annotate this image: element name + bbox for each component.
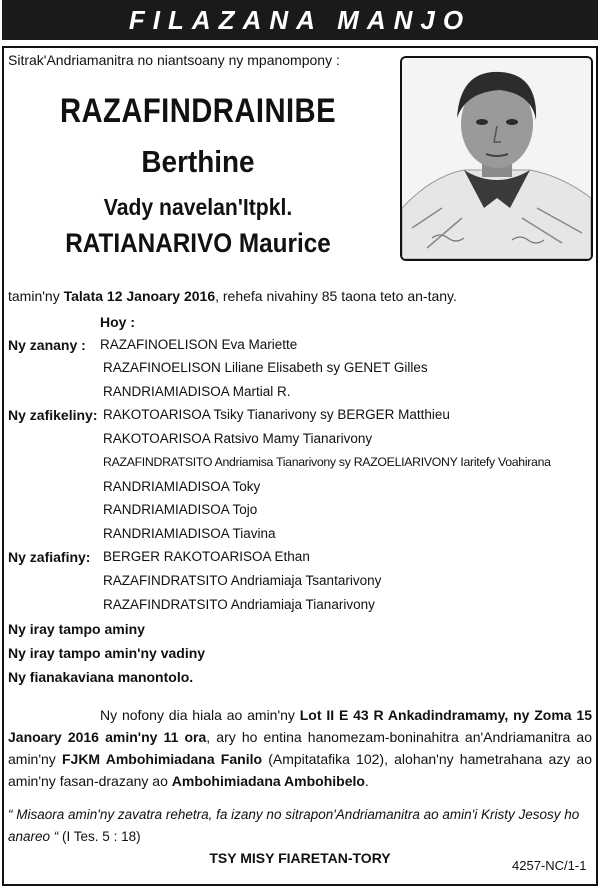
spouse-name: RATIANARIVO Maurice — [65, 228, 331, 258]
tomb-place: Ambohimiadana Ambohibelo — [171, 773, 365, 789]
extra-family-line: Ny iray tampo amin'ny vadiny — [8, 645, 206, 661]
greatgrandchildren-label: Ny zafiafiny: — [8, 549, 91, 565]
quote-reference: (I Tes. 5 : 18) — [58, 829, 141, 844]
burial-text: Ny nofony dia hiala ao amin'ny — [100, 707, 300, 723]
notice-title: FILAZANA MANJO — [128, 5, 472, 35]
death-line — [8, 288, 457, 304]
deceased-surname: RAZAFINDRAINIBE — [59, 92, 337, 130]
list-item: BERGER RAKOTOARISOA Ethan — [103, 549, 310, 564]
list-item: RANDRIAMIADISOA Martial R. — [103, 384, 291, 399]
reference-code: 4257-NC/1-1 — [512, 858, 587, 873]
list-item: RANDRIAMIADISOA Tojo — [103, 502, 258, 517]
burial-paragraph — [8, 704, 592, 792]
bible-quote — [8, 804, 592, 848]
list-item: RAZAFINDRATSITO Andriamiaja Tsantarivony — [103, 573, 382, 588]
hoy-label: Hoy : — [100, 314, 135, 330]
grandchildren-label: Ny zafikeliny: — [8, 407, 98, 423]
burial-text: , ary ho entina hanomezam-boninahitra an'Andriamanitra ao amin'ny — [8, 729, 593, 767]
relation-line: Vady navelan'Itpkl. — [103, 194, 293, 220]
list-item: RAKOTOARISOA Ratsivo Mamy Tianarivony — [103, 431, 373, 446]
burial-text: (Ampitatafika 102), alohan'ny hametrahana azy ao amin'ny fasan-drazany ao — [8, 751, 592, 789]
death-prefix: tamin'ny — [8, 288, 60, 304]
list-item: RAKOTOARISOA Tsiky Tianarivony sy BERGER Matthieu — [103, 407, 450, 422]
death-date: Talata 12 Janoary 2016 — [63, 288, 216, 304]
portrait-image — [402, 58, 591, 259]
burial-text: . — [364, 773, 369, 789]
list-item: RANDRIAMIADISOA Toky — [103, 479, 261, 494]
church-name: FJKM Ambohimiadana Fanilo — [61, 751, 263, 767]
extra-family-line: Ny fianakaviana manontolo. — [8, 669, 194, 685]
list-item: RANDRIAMIADISOA Tiavina — [103, 526, 276, 541]
notice-header — [2, 0, 598, 40]
list-item: RAZAFINDRATSITO Andriamisa Tianarivony sy RAZOELIARIVONY Iaritefy Voahirana — [103, 455, 551, 469]
extra-family-line: Ny iray tampo aminy — [8, 621, 145, 637]
portrait-photo — [400, 56, 593, 261]
list-item: RAZAFINOELISON Liliane Elisabeth sy GENET Gilles — [103, 360, 428, 375]
children-label: Ny zanany : — [8, 337, 86, 353]
intro-text: Sitrak'Andriamanitra no niantsoany ny mpanompony : — [8, 52, 340, 68]
quote-text: “ Misaora amin'ny zavatra rehetra, fa izany no sitrapon'Andriamanitra ao amin'i Kristy Jesosy ho anareo “ — [8, 807, 580, 844]
list-item: RAZAFINOELISON Eva Mariette — [100, 337, 298, 352]
deceased-firstname: Berthine — [141, 144, 255, 179]
signature-line: TSY MISY FIARETAN-TORY — [209, 850, 391, 866]
death-suffix: , rehefa nivahiny 85 taona teto an-tany. — [215, 288, 457, 304]
list-item: RAZAFINDRATSITO Andriamiaja Tianarivony — [103, 597, 375, 612]
burial-place: Lot II E 43 R Ankadindramamy, ny Zoma 15 Janoary 2016 amin'ny 11 ora — [8, 707, 592, 745]
